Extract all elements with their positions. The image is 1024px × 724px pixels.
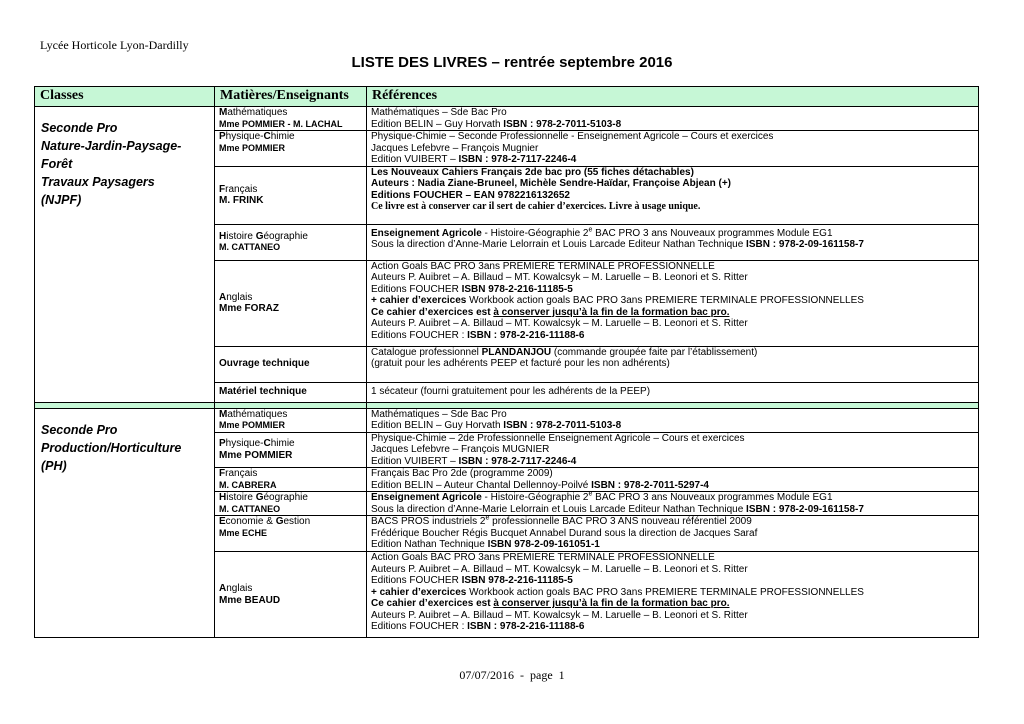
ref-sup: e — [588, 226, 593, 234]
ref-line: (commande groupée faite par l’établissement) — [551, 346, 758, 358]
subject-initial: C — [263, 438, 271, 450]
subject-name: hysique- — [225, 131, 264, 142]
reference-cell — [367, 107, 979, 131]
ref-line: Auteurs : Nadia Ziane-Bruneel, Michèle Sendre-Haïdar, Françoise Abjean (+) — [371, 178, 731, 189]
page-footer — [0, 668, 1024, 683]
ref-line: (gratuit pour les adhérents PEEP et facturé pour les non adhérents) — [371, 358, 670, 369]
table-header-row — [35, 87, 979, 107]
reference-cell — [367, 408, 979, 432]
class-line: (NJPF) — [41, 193, 82, 207]
reference-cell — [367, 260, 979, 346]
class-cell-njpf — [35, 107, 215, 403]
class-cell-ph — [35, 408, 215, 638]
ref-line: Jacques Lefebvre – François MUGNIER — [371, 444, 550, 455]
page-title: LISTE DES LIVRES – rentrée septembre 2016 — [351, 54, 673, 71]
teacher-name: Mme POMMIER - M. LACHAL — [219, 118, 343, 129]
ref-line: + cahier d’exercices — [371, 295, 467, 306]
reference-cell — [367, 492, 979, 516]
subject-initial: F — [219, 468, 226, 479]
teacher-name: Mme POMMIER — [219, 449, 293, 461]
ref-line: Les Nouveaux Cahiers Français 2de bac pro (55 fiches détachables) — [371, 166, 694, 178]
ref-line: Physique-Chimie – 2de Professionnelle Enseignement Agricole – Cours et exercices — [371, 432, 745, 444]
subject-name: estion — [283, 516, 311, 527]
teacher-name: Mme POMMIER — [219, 142, 286, 153]
class-line: (PH) — [41, 458, 67, 473]
ref-line: Enseignement Agricole — [371, 227, 482, 239]
subject-cell — [215, 432, 367, 468]
ref-sup: e — [485, 514, 490, 522]
class-line: Seconde Pro — [41, 422, 118, 437]
col-header-classes: Classes — [35, 87, 215, 107]
subject-cell — [215, 346, 367, 382]
subject-initial: M — [219, 107, 228, 118]
isbn: ISBN : 978-2-09-161158-7 — [746, 239, 864, 250]
teacher-name: Mme POMMIER — [219, 420, 286, 430]
ref-line: Workbook action goals BAC PRO 3ans PREMIERE TERMINALE PROFESSIONNELLES — [466, 586, 864, 598]
class-line: Forêt — [41, 157, 73, 171]
ref-line: Edition BELIN – Guy Horvath — [371, 420, 504, 431]
subject-cell — [215, 382, 367, 402]
ref-line: à conserver jusqu’à la fin de la formation bac pro. — [493, 598, 730, 609]
ref-line: Physique-Chimie – Seconde Professionnelle - Enseignement Agricole – Cours et exercices — [371, 131, 774, 142]
subject-initial: H — [219, 230, 227, 242]
ref-line: professionnelle BAC PRO 3 ANS nouveau référentiel 2009 — [489, 516, 752, 527]
ref-line: Edition VUIBERT – — [371, 154, 459, 165]
subject-name: Matériel technique — [219, 386, 307, 398]
page-number: page 1 — [530, 668, 565, 682]
subject-name: éographie — [263, 230, 308, 242]
teacher-name: M. CATTANEO — [219, 242, 281, 252]
footer-date: 07/07/2016 — [459, 668, 514, 682]
reference-cell — [367, 166, 979, 224]
ref-line: BACS PROS industriels 2 — [371, 516, 486, 527]
col-header-subjects: Matières/Enseignants — [215, 87, 367, 107]
isbn: ISBN : 978-2-7117-2246-4 — [458, 455, 577, 467]
subject-initial: G — [255, 492, 264, 503]
isbn: ISBN : 978-2-7117-2246-4 — [458, 154, 577, 165]
subject-name: athématiques — [227, 408, 288, 420]
subject-name: rançais — [225, 183, 258, 195]
subject-cell — [215, 131, 367, 167]
ref-note: Ce livre est à conserver car il sert de cahier d’exercices. Livre à usage unique. — [371, 201, 701, 212]
ref-line: Edition VUIBERT – — [371, 455, 459, 467]
ref-line: Frédérique Boucher Régis Bucquet Annabel Durand sous la direction de Jacques Saraf — [371, 527, 758, 539]
subject-name: éographie — [263, 492, 308, 503]
reference-cell — [367, 224, 979, 260]
subject-initial: A — [219, 583, 227, 594]
class-line: Nature-Jardin-Paysage- — [41, 139, 182, 153]
school-name: Lycée Horticole Lyon-Dardilly — [40, 38, 189, 52]
subject-initial: A — [219, 291, 227, 303]
class-line: Travaux Paysagers — [41, 175, 155, 189]
subject-cell — [215, 166, 367, 224]
ref-line: Auteurs P. Auibret – A. Billaud – MT. Kowalcsyk – M. Laruelle – B. Leonori et S. Ritter — [371, 272, 748, 283]
class-line: Seconde Pro — [41, 121, 118, 135]
subject-initial: P — [219, 131, 226, 142]
ref-line: Français Bac Pro 2de (programme 2009) — [371, 468, 553, 479]
ref-line: Sous la direction d’Anne-Marie Lelorrain et Louis Larcade Editeur Nathan Technique — [371, 503, 747, 515]
subject-cell — [215, 224, 367, 260]
isbn: ISBN : 978-2-7011-5103-8 — [503, 118, 622, 130]
subject-name: nglais — [226, 583, 253, 594]
ref-line: Edition Nathan Technique — [371, 539, 488, 550]
ref-line: Edition BELIN – Guy Horvath — [371, 118, 504, 130]
reference-cell — [367, 552, 979, 638]
isbn: ISBN : 978-2-216-11188-6 — [467, 621, 585, 632]
ref-line: Auteurs P. Auibret – A. Billaud – MT. Kowalcsyk – M. Laruelle – B. Leonori et S. Ritter — [371, 609, 748, 621]
ref-line: Editions FOUCHER — [371, 575, 462, 586]
ref-line: Auteurs P. Auibret – A. Billaud – MT. Kowalcsyk – M. Laruelle – B. Leonori et S. Ritter — [371, 318, 748, 329]
ref-line: Sous la direction d’Anne-Marie Lelorrain et Louis Larcade Editeur Nathan Technique — [371, 239, 747, 250]
subject-name: athématiques — [227, 107, 288, 118]
ref-line: Ce cahier d’exercices est — [371, 598, 494, 609]
subject-name: istoire — [226, 492, 256, 503]
reference-cell — [367, 346, 979, 382]
ref-line: à conserver jusqu’à la fin de la formation bac pro. — [493, 306, 730, 318]
subject-cell — [215, 516, 367, 552]
ref-line: Editions FOUCHER : — [371, 621, 468, 632]
subject-name: himie — [270, 131, 295, 142]
ref-line: Workbook action goals BAC PRO 3ans PREMIERE TERMINALE PROFESSIONNELLES — [466, 295, 864, 306]
ref-line: Jacques Lefebvre – François Mugnier — [371, 142, 539, 154]
teacher-name: M. CATTANEO — [219, 503, 281, 514]
subject-cell — [215, 107, 367, 131]
isbn: ISBN 978-2-216-11185-5 — [461, 575, 573, 586]
isbn: ISBN : 978-2-09-161158-7 — [746, 503, 864, 515]
subject-cell — [215, 492, 367, 516]
footer-separator: - — [514, 668, 530, 682]
isbn: ISBN : 978-2-216-11188-6 — [467, 329, 585, 341]
isbn: ISBN 978-2-09-161051-1 — [487, 539, 600, 550]
table-row — [35, 107, 979, 131]
subject-initial: G — [255, 230, 264, 242]
teacher-name: Mme BEAUD — [219, 594, 281, 606]
teacher-name: Mme ECHE — [219, 527, 268, 538]
ref-line: BAC PRO 3 ans Nouveaux programmes Module EG1 — [592, 492, 833, 503]
reference-cell — [367, 516, 979, 552]
teacher-name: M. FRINK — [219, 195, 264, 206]
ref-line: Mathématiques – Sde Bac Pro — [371, 107, 507, 118]
isbn: ISBN : 978-2-7011-5103-8 — [503, 420, 622, 431]
subject-cell — [215, 260, 367, 346]
ref-line: Ce cahier d’exercices est — [371, 306, 494, 318]
teacher-name: Mme FORAZ — [219, 303, 279, 314]
ref-line: Enseignement Agricole — [371, 492, 482, 503]
teacher-name: M. CABRERA — [219, 479, 277, 490]
ref-line: PLANDANJOU — [481, 346, 552, 358]
ref-line: Edition BELIN – Auteur Chantal Dellennoy-Poilvé — [371, 479, 592, 491]
subject-initial: H — [219, 492, 227, 503]
ref-sup: e — [588, 490, 593, 498]
ref-line: Auteurs P. Auibret – A. Billaud – MT. Kowalcsyk – M. Laruelle – B. Leonori et S. Ritter — [371, 563, 748, 575]
subject-name: hysique- — [225, 438, 264, 450]
table-row — [35, 408, 979, 432]
reference-cell — [367, 468, 979, 492]
subject-name: Ouvrage technique — [219, 358, 310, 370]
reference-cell — [367, 131, 979, 167]
ref-line: - Histoire-Géographie 2 — [481, 492, 589, 503]
ref-line: + cahier d’exercices — [371, 586, 467, 598]
subject-initial: C — [263, 131, 271, 142]
book-list-table — [34, 86, 979, 638]
subject-cell — [215, 408, 367, 432]
subject-initial: P — [219, 438, 226, 450]
reference-cell — [367, 432, 979, 468]
subject-name: rançais — [225, 468, 258, 479]
ref-line: Action Goals BAC PRO 3ans PREMIERE TERMINALE PROFESSIONNELLE — [371, 260, 715, 272]
isbn: ISBN 978-2-216-11185-5 — [461, 283, 573, 295]
subject-cell — [215, 468, 367, 492]
subject-initial: G — [275, 516, 284, 527]
ref-line: Editions FOUCHER — [371, 283, 462, 295]
col-header-references: Références — [367, 87, 979, 107]
ref-line: Mathématiques – Sde Bac Pro — [371, 408, 507, 420]
ref-line: Action Goals BAC PRO 3ans PREMIERE TERMINALE PROFESSIONNELLE — [371, 552, 715, 563]
subject-name: nglais — [226, 291, 253, 303]
subject-name: istoire — [226, 230, 256, 242]
ref-line: 1 sécateur (fourni gratuitement pour les adhérents de la PEEP) — [371, 386, 651, 398]
ref-line: Editions FOUCHER – EAN 9782216132652 — [371, 189, 570, 201]
class-line: Production/Horticulture — [41, 440, 182, 455]
subject-name: himie — [270, 438, 295, 450]
ref-line: Catalogue professionnel — [371, 346, 482, 358]
subject-name: conomie & — [225, 516, 276, 527]
subject-initial: E — [219, 516, 226, 527]
subject-initial: F — [219, 183, 226, 195]
subject-initial: M — [219, 408, 228, 420]
ref-line: Editions FOUCHER : — [371, 329, 468, 341]
ref-line: BAC PRO 3 ans Nouveaux programmes Module EG1 — [592, 227, 833, 239]
isbn: ISBN : 978-2-7011-5297-4 — [591, 479, 709, 491]
reference-cell — [367, 382, 979, 402]
ref-line: - Histoire-Géographie 2 — [481, 227, 589, 239]
subject-cell — [215, 552, 367, 638]
